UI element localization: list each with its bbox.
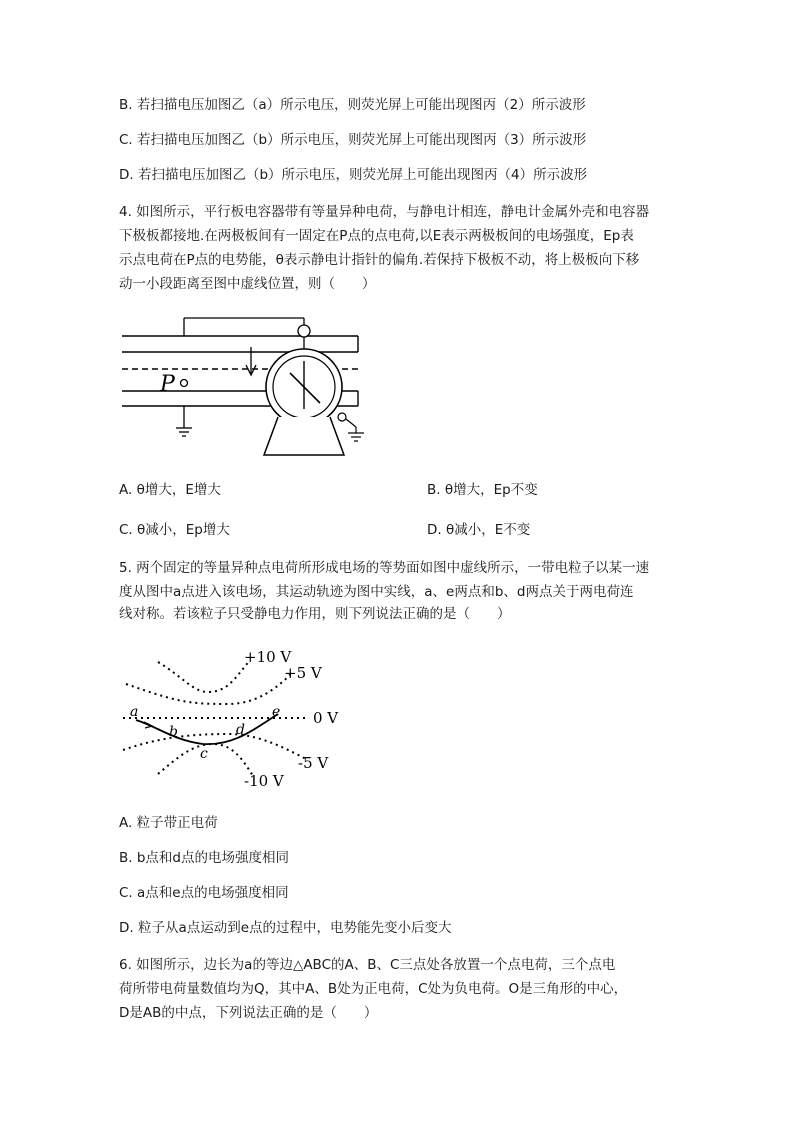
label-plus-5v: +5 V xyxy=(284,664,322,682)
label-plus-10v: +10 V xyxy=(244,648,292,666)
q5-stem-line-2: 度从图中a点进入该电场，其运动轨迹为图中实线，a、e两点和b、d两点关于两电荷连 xyxy=(119,584,634,600)
q5-option-c: C. a点和e点的电场强度相同 xyxy=(119,885,289,901)
q4-option-c: C. θ减小，Ep增大 xyxy=(119,522,230,538)
capacitor-electrometer-figure xyxy=(118,305,378,465)
q5-stem-line-3: 线对称。若该粒子只受静电力作用，则下列说法正确的是（ ） xyxy=(119,606,511,622)
q3-option-d: D. 若扫描电压加图乙（b）所示电压，则荧光屏上可能出现图丙（4）所示波形 xyxy=(119,167,588,183)
q5-option-d: D. 粒子从a点运动到e点的过程中，电势能先变小后变大 xyxy=(119,920,452,936)
point-b-label: b xyxy=(169,724,178,740)
point-p-label: P xyxy=(160,372,175,397)
point-a-label: a xyxy=(130,704,139,720)
label-minus-10v: -10 V xyxy=(244,772,284,790)
q5-stem-line-1: 5. 两个固定的等量异种点电荷所形成电场的等势面如图中虚线所示，一带电粒子以某一速 xyxy=(119,560,650,576)
q4-stem-line-2: 下极板都接地.在两极板间有一固定在P点的点电荷,以E表示两极板间的电场强度，Ep表 xyxy=(119,228,634,244)
q5-option-a: A. 粒子带正电荷 xyxy=(119,815,218,831)
label-0v: 0 V xyxy=(313,709,339,727)
q3-option-c: C. 若扫描电压加图乙（b）所示电压，则荧光屏上可能出现图丙（3）所示波形 xyxy=(119,132,587,148)
point-e-label: e xyxy=(272,704,281,720)
q4-stem-line-4: 动一小段距离至图中虚线位置，则（ ） xyxy=(119,276,376,292)
q6-stem-line-2: 荷所带电荷量数值均为Q，其中A、B处为正电荷，C处为负电荷。O是三角形的中心， xyxy=(119,981,628,997)
point-c-label: c xyxy=(200,746,208,762)
q4-option-d: D. θ减小，E不变 xyxy=(427,522,531,538)
equipotential-figure xyxy=(118,642,358,792)
q5-option-b: B. b点和d点的电场强度相同 xyxy=(119,850,289,866)
q3-option-b: B. 若扫描电压加图乙（a）所示电压，则荧光屏上可能出现图丙（2）所示波形 xyxy=(119,97,586,113)
q4-option-b: B. θ增大，Ep不变 xyxy=(427,482,538,498)
q4-stem-line-3: 示点电荷在P点的电势能，θ表示静电计指针的偏角.若保持下极板不动，将上极板向下移 xyxy=(119,252,640,268)
q6-stem-line-1: 6. 如图所示，边长为a的等边△ABC的A、B、C三点处各放置一个点电荷，三个点电 xyxy=(119,957,616,973)
point-d-label: d xyxy=(236,722,245,738)
label-minus-5v: -5 V xyxy=(298,754,329,772)
q4-stem-line-1: 4. 如图所示，平行板电容器带有等量异种电荷，与静电计相连，静电计金属外壳和电容器 xyxy=(119,204,650,220)
q4-option-a: A. θ增大，E增大 xyxy=(119,482,221,498)
q6-stem-line-3: D是AB的中点，下列说法正确的是（ ） xyxy=(119,1005,378,1021)
